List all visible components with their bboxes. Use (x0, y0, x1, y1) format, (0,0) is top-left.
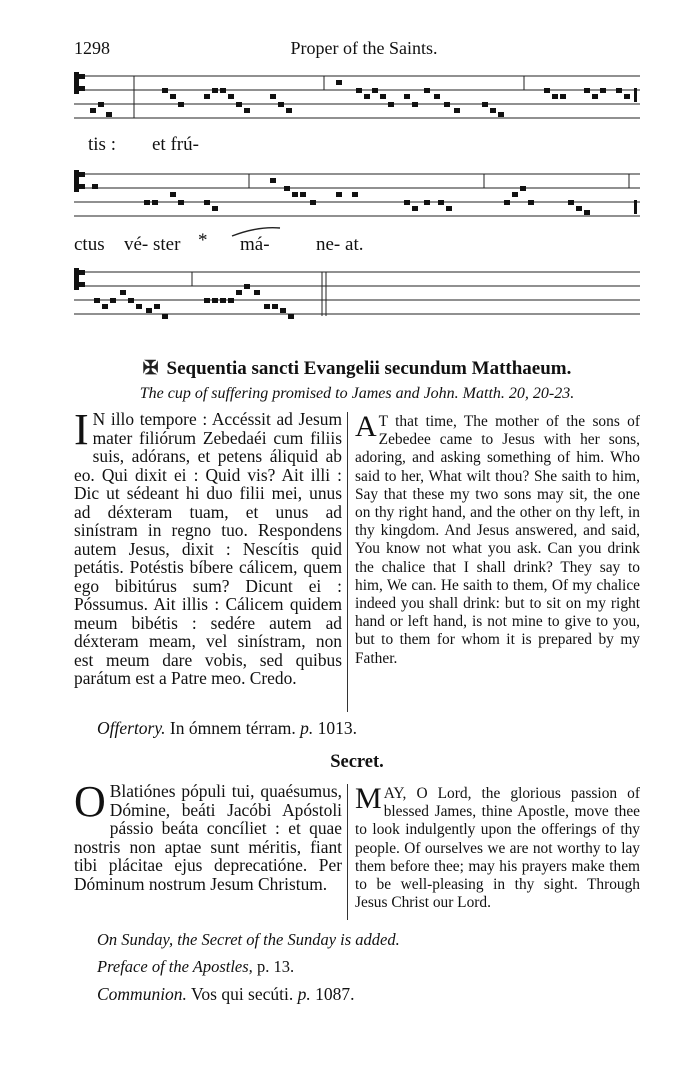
chant-lyric: tis : (88, 134, 116, 155)
chant-lyric: et frú- (152, 134, 199, 155)
secret-heading: Secret. (330, 752, 384, 772)
preface-label: Preface of the Apostles, (97, 957, 253, 976)
gospel-english-text: T that time, The mother of the sons of Zebedee came to Jesus with her sons, adoring, and asking something of him. Who said to her, What wilt thou? She saith to him, Say that these my two sons may sit, the one on thy right hand, and the other on thy left, in thy kingdom. And Jesus answered, and said, You know not what you ask. Can you drink the chalice that I shall drink? They say to him, We can. He saith to them, Of my chalice indeed you shall drink: but to sit on my right hand or left hand, is not mine to give to you, but to them for whom it is prepared by my Father. (355, 413, 640, 667)
page-header (74, 38, 634, 64)
dropcap: O (74, 777, 106, 826)
running-head: Proper of the Saints. (290, 38, 438, 58)
offertory-line (97, 718, 357, 739)
gospel-subtitle: The cup of suffering promised to James and John. Matth. 20, 20-23. (139, 385, 575, 402)
page-ref: 1087. (315, 984, 355, 1004)
chant-lyric: vé- ster (124, 234, 181, 255)
dropcap: M (355, 782, 382, 815)
secret-english-text: AY, O Lord, the glorious passion of blessed James, thine Apostle, move thee to look indulgently upon the offerings of thy people. Of ourselves we are not worthy to lay them before thee; may his prayers make them to be well-pleasing in thy sight. Through Jesus Christ our Lord. (355, 785, 640, 912)
chant-lyric: * (198, 230, 208, 251)
offertory-text: In ómnem térram. (169, 718, 296, 738)
column-divider (347, 784, 348, 920)
offertory-label: Offertory. (97, 718, 166, 738)
preface-note (97, 957, 294, 977)
chant-lyric: má- (240, 234, 270, 255)
gospel-latin-text: N illo tempore : Accéssit ad Jesum mater filiórum Zebedaéi cum filiis suis, adórans, et petens áliquid ab eo. Qui dixit ei : Quid vis? Ait illi : Dic ut sédeant hi duo filii mei, unus ad déxteram tuam, et unus ad sinístram in regno tuo. Respondens autem Jesus, dixit : Nescítis quid petátis. Potéstis bíbere cálicem, quem ego bibitúrus sum? Dicunt ei : Póssumus. Ait illis : Cálicem quidem meum bibétis : sedére autem ad déxteram meam, vel sinístram, non est meum dare vobis, sed quibus parátum est a Patre meo. Credo. (74, 409, 342, 688)
communion-line (97, 984, 355, 1005)
page-ref-label: p. (300, 718, 314, 738)
chant-staff-3 (74, 264, 640, 334)
page-ref: 1013. (317, 718, 358, 738)
page-ref-label: p. (297, 984, 311, 1004)
chant-staff-2 (74, 166, 640, 236)
secret-english-column (355, 782, 640, 912)
dropcap: A (355, 410, 377, 443)
chant-staff-1 (74, 68, 640, 138)
preface-ref: p. 13. (256, 957, 295, 976)
sunday-note: On Sunday, the Secret of the Sunday is added. (97, 930, 400, 949)
column-divider (347, 412, 348, 712)
gospel-heading (74, 357, 640, 380)
secret-latin-column (74, 777, 342, 894)
chant-lyric: ctus (74, 234, 105, 255)
page-number: 1298 (74, 38, 110, 58)
communion-label: Communion. (97, 984, 187, 1004)
gospel-latin-column (74, 405, 342, 688)
gospel-heading-text: Sequentia sancti Evangelii secundum Matthaeum. (166, 358, 572, 379)
cross-icon: ✠ (142, 358, 159, 379)
secret-latin-text: Blatiónes pópuli tui, quaésumus, Dómine, beáti Jacóbi Apóstoli pássio beáta concíliet : et quae nostris non aptae sunt méritis, fiant tibi plácitae ejus deprecatióne. Per Dóminum nostrum Jesum Christum. (74, 781, 342, 894)
communion-text: Vos qui secúti. (191, 984, 294, 1004)
dropcap: I (74, 405, 89, 454)
chant-lyric: ne- at. (316, 234, 364, 255)
gospel-english-column (355, 410, 640, 668)
